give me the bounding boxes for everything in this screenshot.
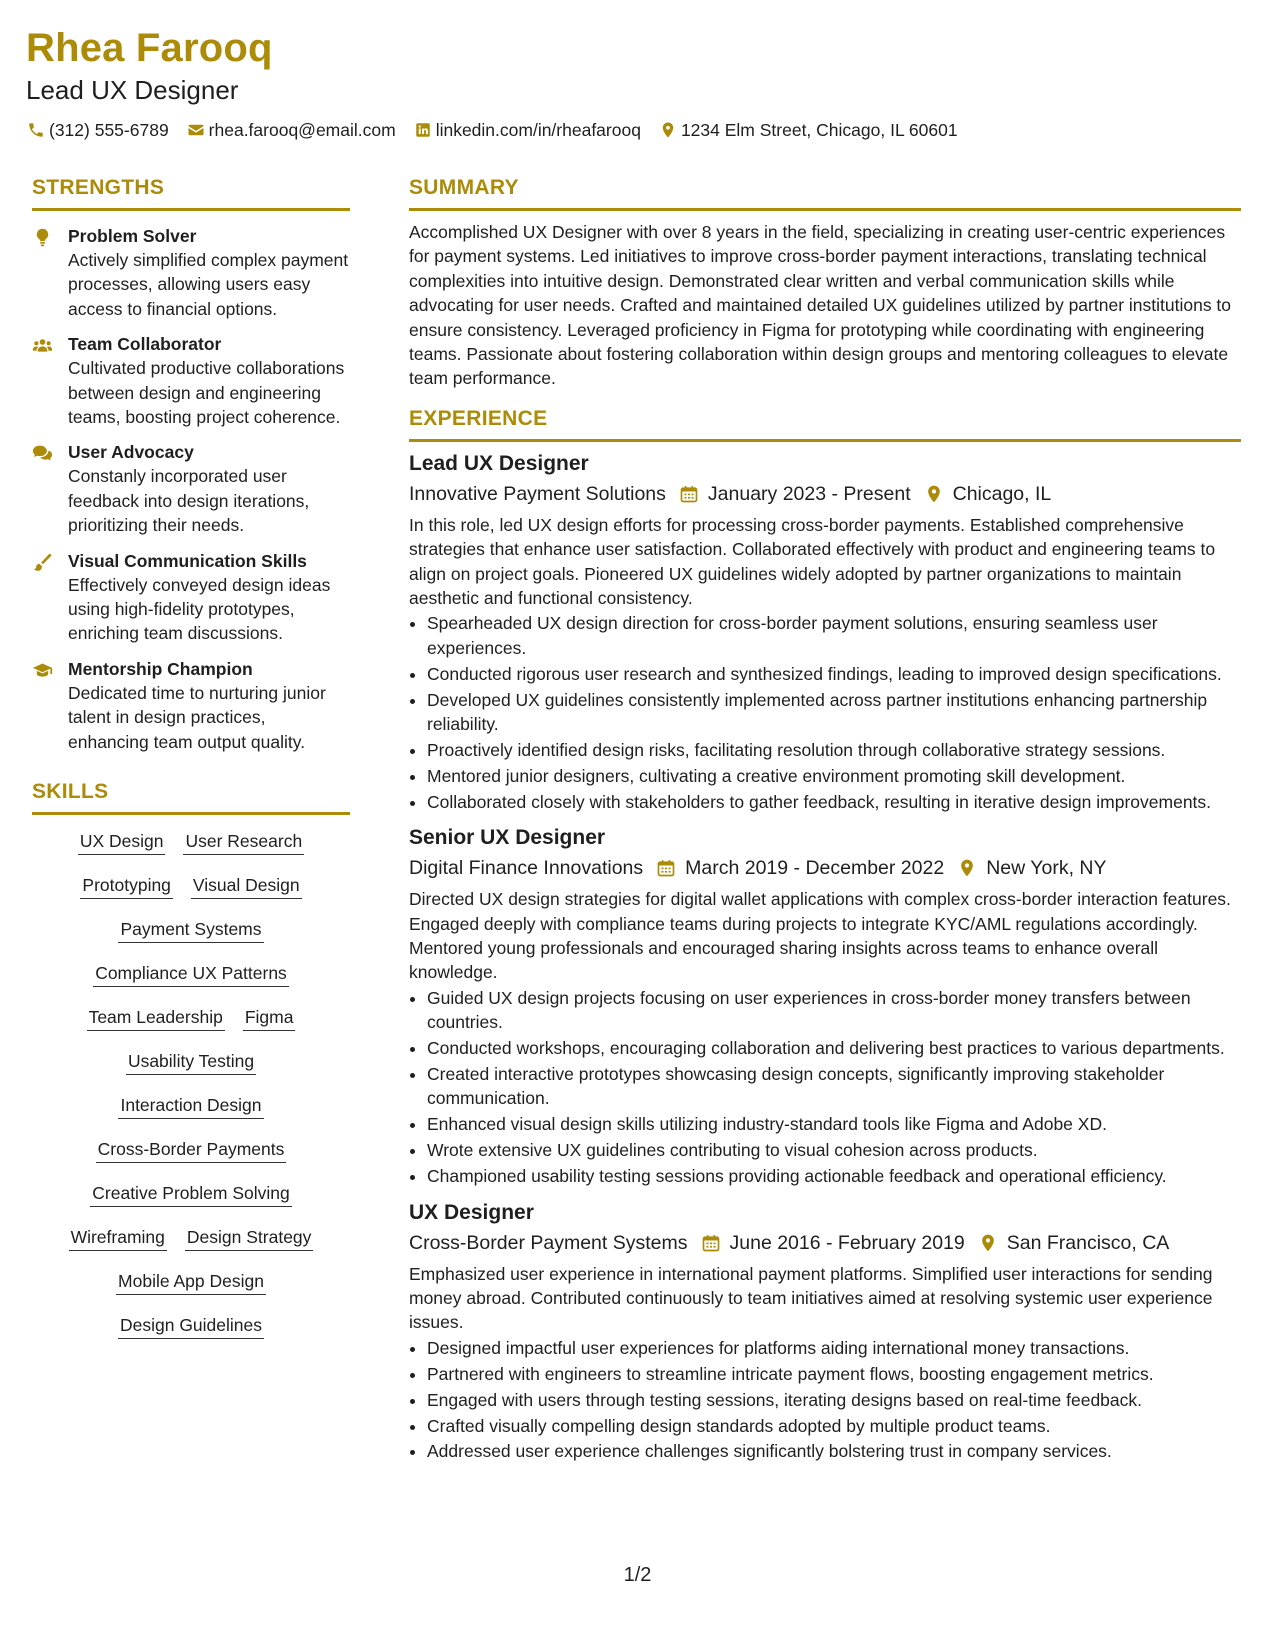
strength-item — [32, 332, 350, 429]
job-meta — [409, 854, 1241, 882]
calendar-icon — [700, 1232, 722, 1254]
contact-address — [658, 118, 958, 142]
resume-header — [26, 24, 1246, 142]
skill-tag: Compliance UX Patterns — [93, 961, 289, 987]
job-title: UX Designer — [409, 1200, 534, 1224]
skill-tag: Usability Testing — [126, 1049, 256, 1075]
strength-item — [32, 440, 350, 537]
skill-tag: Design Guidelines — [118, 1313, 264, 1339]
strength-desc: Actively simplified complex payment processes, allowing users easy access to financial options. — [68, 250, 349, 319]
address-text: 1234 Elm Street, Chicago, IL 60601 — [680, 120, 958, 140]
strength-title: User Advocacy — [68, 442, 194, 463]
candidate-title: Lead UX Designer — [26, 75, 239, 105]
contact-phone — [26, 118, 169, 142]
contact-linkedin[interactable] — [413, 118, 641, 142]
bullet-item: • Developed UX guidelines consistently implemented across partner institutions enhancing partnership reliability. — [427, 688, 1241, 737]
job-bullets — [409, 611, 1241, 814]
strength-title: Mentorship Champion — [68, 658, 253, 679]
location-pin-icon — [956, 857, 978, 879]
bullet-item: • Wrote extensive UX guidelines contributing to visual cohesion across products. — [427, 1138, 1241, 1162]
skills-list — [32, 815, 350, 1351]
users-icon — [32, 332, 68, 429]
skill-tag: Creative Problem Solving — [90, 1181, 291, 1207]
bullet-item: • Partnered with engineers to streamline intricate payment flows, boosting engagement metrics. — [427, 1362, 1241, 1386]
bullet-item: • Crafted visually compelling design standards adopted by multiple product teams. — [427, 1414, 1241, 1438]
job-meta — [409, 1229, 1241, 1257]
location-pin-icon — [923, 483, 945, 505]
contact-email[interactable] — [186, 118, 396, 142]
job-description: Emphasized user experience in international payment platforms. Simplified user interactions for sending money abroad. Contributed continuously to team initiatives aimed at resolving systemic user experience issues. — [409, 1263, 1213, 1333]
job-dates: June 2016 - February 2019 — [729, 1231, 965, 1254]
skill-tag: Figma — [243, 1005, 296, 1031]
strength-desc: Dedicated time to nurturing junior talent in design practices, enhancing team output quality. — [68, 682, 326, 752]
phone-icon — [26, 120, 46, 140]
skill-tag: Visual Design — [191, 873, 302, 899]
job-entry — [409, 450, 1241, 814]
experience-heading: EXPERIENCE — [409, 405, 1241, 442]
job-meta — [409, 480, 1241, 508]
bullet-item: • Addressed user experience challenges significantly bolstering trust in company services. — [427, 1439, 1241, 1463]
strength-title: Visual Communication Skills — [68, 550, 307, 571]
right-column — [409, 174, 1241, 1465]
job-location: San Francisco, CA — [1006, 1231, 1170, 1254]
skill-tag: Cross-Border Payments — [96, 1137, 287, 1163]
email-text[interactable]: rhea.farooq@email.com — [208, 120, 396, 140]
graduation-cap-icon — [32, 657, 68, 754]
strength-title: Team Collaborator — [68, 334, 222, 355]
page-number: 1/2 — [623, 1564, 652, 1586]
job-title: Senior UX Designer — [409, 826, 606, 850]
bullet-item: • Championed usability testing sessions providing actionable feedback and operational efficiency. — [427, 1164, 1241, 1188]
skill-tag: Payment Systems — [118, 917, 263, 943]
bullet-item: • Guided UX design projects focusing on user experiences in cross-border money transfers between countries. — [427, 986, 1241, 1035]
strength-desc: Effectively conveyed design ideas using high-fidelity prototypes, enriching team discussions. — [68, 574, 331, 644]
linkedin-icon — [413, 120, 433, 140]
comments-icon — [32, 440, 68, 537]
job-title: Lead UX Designer — [409, 451, 589, 475]
skill-tag: Interaction Design — [118, 1093, 263, 1119]
job-company: Innovative Payment Solutions — [409, 482, 666, 505]
bullet-item: • Mentored junior designers, cultivating a creative environment promoting skill development. — [427, 764, 1241, 788]
bullet-item: • Enhanced visual design skills utilizing industry-standard tools like Figma and Adobe XD. — [427, 1112, 1241, 1136]
job-dates: January 2023 - Present — [707, 482, 911, 505]
job-bullets — [409, 1336, 1241, 1464]
phone-text: (312) 555-6789 — [49, 120, 169, 140]
job-location: Chicago, IL — [952, 482, 1052, 505]
left-column — [32, 174, 350, 1351]
bullet-item: • Engaged with users through testing sessions, iterating designs based on real-time feedback. — [427, 1388, 1241, 1412]
strengths-heading: STRENGTHS — [32, 174, 350, 211]
skill-tag: Team Leadership — [87, 1005, 225, 1031]
skill-tag: Mobile App Design — [116, 1269, 266, 1295]
strength-item — [32, 224, 350, 321]
bullet-item: • Designed impactful user experiences for platforms aiding international money transactions. — [427, 1336, 1241, 1360]
strength-desc: Cultivated productive collaborations between design and engineering teams, boosting project coherence. — [68, 358, 345, 428]
job-dates: March 2019 - December 2022 — [685, 857, 945, 880]
job-location: New York, NY — [986, 857, 1107, 880]
bullet-item: • Spearheaded UX design direction for cross-border payment solutions, ensuring seamless user experiences. — [427, 611, 1241, 660]
calendar-icon — [678, 483, 700, 505]
bullet-item: • Conducted workshops, encouraging collaboration and delivering best practices to various departments. — [427, 1036, 1241, 1060]
contact-bar — [26, 118, 1246, 142]
skills-heading: SKILLS — [32, 778, 350, 815]
job-entry — [409, 824, 1241, 1188]
job-bullets — [409, 986, 1241, 1189]
location-pin-icon — [658, 120, 678, 140]
bullet-item: • Conducted rigorous user research and synthesized findings, leading to improved design specifications. — [427, 662, 1241, 686]
job-description: Directed UX design strategies for digital wallet applications with complex cross-border interaction features. Engaged deeply with compliance teams during projects to integrate KYC/AML regulations accordingly. Mentored young professionals and encouraged sharing insights across teams to enhance overall knowledge. — [409, 889, 1231, 983]
skill-tag: Design Strategy — [185, 1225, 314, 1251]
job-description: In this role, led UX design efforts for processing cross-border payments. Established comprehensive strategies that enhance user satisfaction. Collaborated effectively with product and engineering teams to align on project goals. Pioneered UX guidelines widely adopted by partner organizations to maintain aesthetic and functional consistency. — [409, 514, 1216, 609]
candidate-name: Rhea Farooq — [26, 26, 273, 70]
linkedin-text[interactable]: linkedin.com/in/rheafarooq — [435, 120, 641, 140]
skill-tag: Wireframing — [69, 1225, 167, 1251]
strength-title: Problem Solver — [68, 226, 197, 246]
job-company: Cross-Border Payment Systems — [409, 1231, 688, 1254]
calendar-icon — [655, 857, 677, 879]
strength-desc: Constanly incorporated user feedback into design iterations, prioritizing their needs. — [68, 466, 310, 536]
skill-tag: UX Design — [78, 829, 166, 855]
paintbrush-icon — [32, 549, 68, 646]
bullet-item: • Proactively identified design risks, facilitating resolution through collaborative strategy sessions. — [427, 738, 1241, 762]
bullet-item: • Collaborated closely with stakeholders to gather feedback, resulting in iterative design improvements. — [427, 790, 1241, 814]
location-pin-icon — [977, 1232, 999, 1254]
skill-tag: Prototyping — [80, 873, 173, 899]
job-entry — [409, 1199, 1241, 1464]
job-company: Digital Finance Innovations — [409, 857, 644, 880]
strength-item — [32, 549, 350, 646]
summary-text: Accomplished UX Designer with over 8 years in the field, specializing in creating user-centric experiences for payment systems. Led initiatives to improve cross-border payment interactions, translating technical complexities into intuitive design. Demonstrated clear written and verbal communication skills while advocating for user needs. Crafted and maintained detailed UX guidelines utilized by partner institutions to ensure consistency. Leveraged proficiency in Figma for prototyping while coordinating with engineering teams. Passionate about fostering collaboration within design groups and mentoring colleagues to elevate team performance. — [409, 222, 1232, 389]
bullet-item: • Created interactive prototypes showcasing design concepts, significantly improving stakeholder communication. — [427, 1062, 1241, 1111]
strength-item — [32, 657, 350, 754]
skill-tag: User Research — [183, 829, 304, 855]
summary-heading: SUMMARY — [409, 174, 1241, 211]
envelope-icon — [186, 120, 206, 140]
lightbulb-icon — [32, 224, 68, 321]
